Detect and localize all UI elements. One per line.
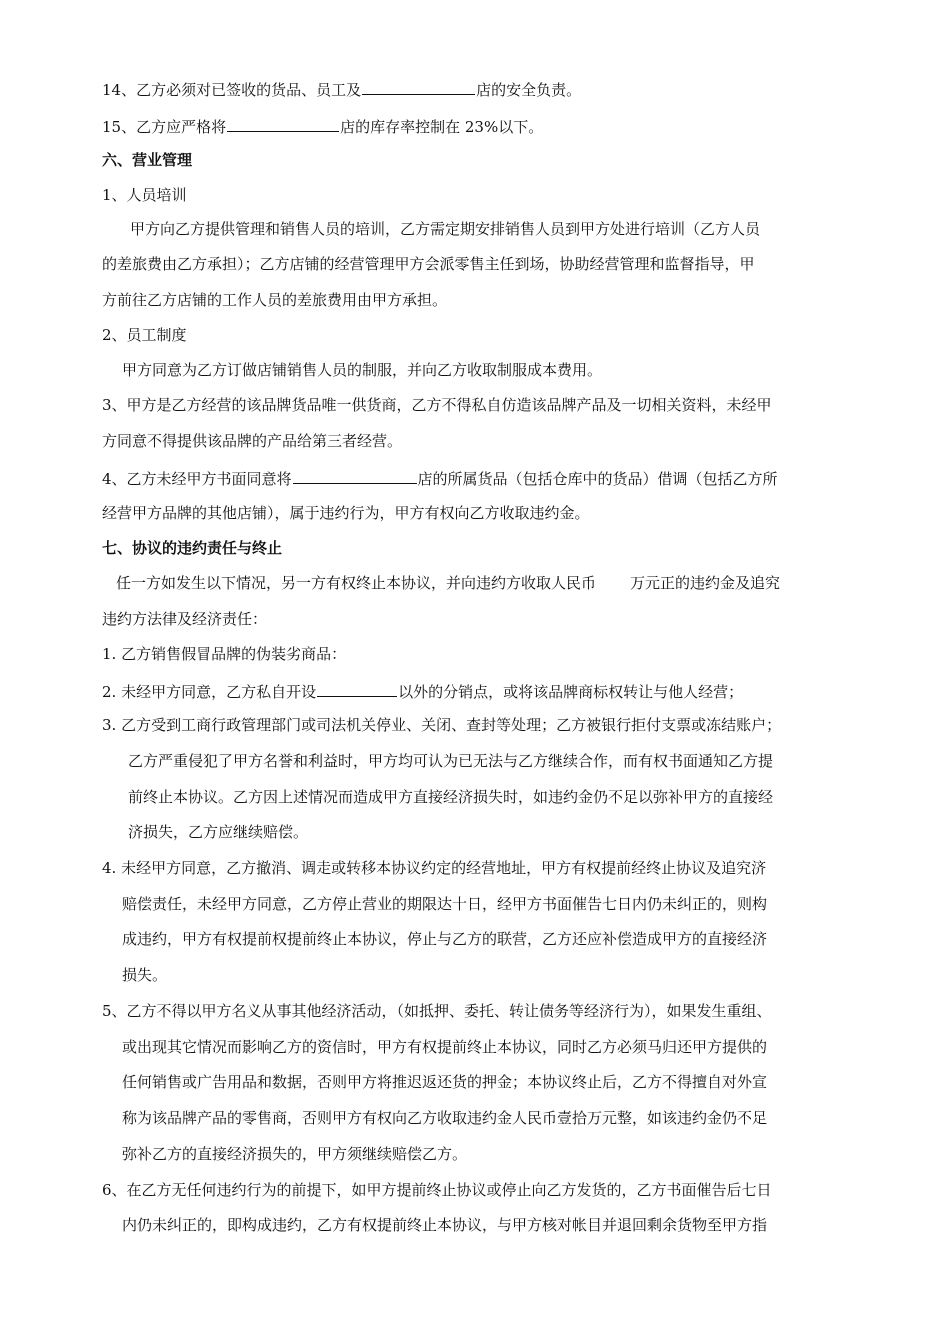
paragraph-line: 经营甲方品牌的其他店铺），属于违约行为，甲方有权向乙方收取违约金。	[102, 504, 590, 522]
subheading-staff-training: 1、人员培训	[102, 186, 187, 204]
list-item-6-cont: 内仍未纠正的，即构成违约，乙方有权提前终止本协议，与甲方核对帐目并退回剩余货物至甲方指	[122, 1216, 768, 1234]
clause-14-text: 14、乙方必须对已签收的货品、员工及	[102, 81, 362, 99]
intro-line	[116, 573, 780, 593]
list-item-4-cont: 赔偿责任，未经甲方同意，乙方停止营业的期限达十日，经甲方书面催告七日内仍未纠正的，则构	[122, 895, 768, 913]
clause-4-text: 4、乙方未经甲方书面同意将	[102, 470, 292, 488]
clause-14	[102, 78, 581, 100]
paragraph-line: 3、甲方是乙方经营的该品牌货品唯一供货商，乙方不得私自仿造该品牌产品及一切相关资料，未经甲	[102, 396, 772, 414]
paragraph-line: 甲方同意为乙方订做店铺销售人员的制服，并向乙方收取制服成本费用。	[122, 361, 603, 379]
clause-15-text: 15、乙方应严格将	[102, 118, 227, 136]
paragraph-line: 的差旅费由乙方承担）；乙方店铺的经营管理甲方会派零售主任到场，协助经营管理和监督指导，甲	[102, 255, 755, 273]
intro-text: 任一方如发生以下情况，另一方有权终止本协议，并向违约方收取人民币	[116, 574, 597, 592]
clause-14-text-end: 店的安全负责。	[476, 81, 582, 99]
paragraph-line: 违约方法律及经济责任：	[102, 610, 268, 628]
section-heading-7: 七、协议的违约责任与终止	[102, 539, 283, 557]
paragraph-line: 甲方向乙方提供管理和销售人员的培训，乙方需定期安排销售人员到甲方处进行培训（乙方人员	[130, 220, 761, 238]
list-item-3-cont: 前终止本协议。乙方因上述情况而造成甲方直接经济损失时，如违约金仍不足以弥补甲方的直接经	[128, 788, 774, 806]
subheading-staff-policy: 2、员工制度	[102, 326, 187, 344]
list-item-3-cont: 济损失，乙方应继续赔偿。	[128, 823, 309, 841]
intro-text-end: 万元正的违约金及追究	[630, 574, 781, 592]
paragraph-line: 方同意不得提供该品牌的产品给第三者经营。	[102, 432, 403, 450]
list-item-5-cont: 弥补乙方的直接经济损失的，甲方须继续赔偿乙方。	[122, 1145, 468, 1163]
paragraph-line: 方前往乙方店铺的工作人员的差旅费用由甲方承担。	[102, 291, 448, 309]
clause-15	[102, 115, 543, 137]
list-item-1: 1. 乙方销售假冒品牌的伪装劣商品：	[102, 645, 347, 663]
list-item-5-cont: 任何销售或广告用品和数据，否则甲方将推迟返还货的押金；本协议终止后，乙方不得擅自对外宣	[122, 1073, 768, 1091]
list-item-2	[102, 680, 743, 702]
blank-line	[227, 115, 339, 132]
list-item-5-cont: 称为该品牌产品的零售商，否则甲方有权向乙方收取违约金人民币壹拾万元整，如该违约金仍不足	[122, 1109, 768, 1127]
clause-4-line	[102, 467, 778, 489]
list-item-5: 5、乙方不得以甲方名义从事其他经济活动，（如抵押、委托、转让债务等经济行为），如果发生重组、	[102, 1002, 772, 1020]
blank-line	[362, 78, 475, 95]
list-item-3-cont: 乙方严重侵犯了甲方名誉和利益时，甲方均可认为已无法与乙方继续合作，而有权书面通知乙方提	[128, 752, 774, 770]
section-heading-6: 六、营业管理	[102, 151, 193, 169]
list-item-5-cont: 或出现其它情况而影响乙方的资信时，甲方有权提前终止本协议，同时乙方必须马归还甲方提供的	[122, 1038, 768, 1056]
blank-line	[317, 680, 397, 697]
list-item-2-text-end: 以外的分销点，或将该品牌商标权转让与他人经营；	[398, 683, 744, 701]
list-item-4: 4. 未经甲方同意，乙方撤消、调走或转移本协议约定的经营地址，甲方有权提前经终止协议及追究济	[102, 859, 767, 877]
clause-15-text-end: 店的库存率控制在 23%以下。	[340, 118, 544, 136]
list-item-2-text: 2. 未经甲方同意，乙方私自开设	[102, 683, 317, 701]
list-item-4-cont: 成违约，甲方有权提前权提前终止本协议，停止与乙方的联营，乙方还应补偿造成甲方的直接经济	[122, 930, 768, 948]
clause-4-text-end: 店的所属货品（包括仓库中的货品）借调（包括乙方所	[417, 470, 778, 488]
list-item-6: 6、在乙方无任何违约行为的前提下，如甲方提前终止协议或停止向乙方发货的，乙方书面催告后七日	[102, 1181, 772, 1199]
list-item-3: 3. 乙方受到工商行政管理部门或司法机关停业、关闭、查封等处理；乙方被银行拒付支票或冻结账户；	[102, 716, 782, 734]
blank-line	[293, 467, 417, 484]
list-item-4-cont: 损失。	[122, 966, 168, 984]
